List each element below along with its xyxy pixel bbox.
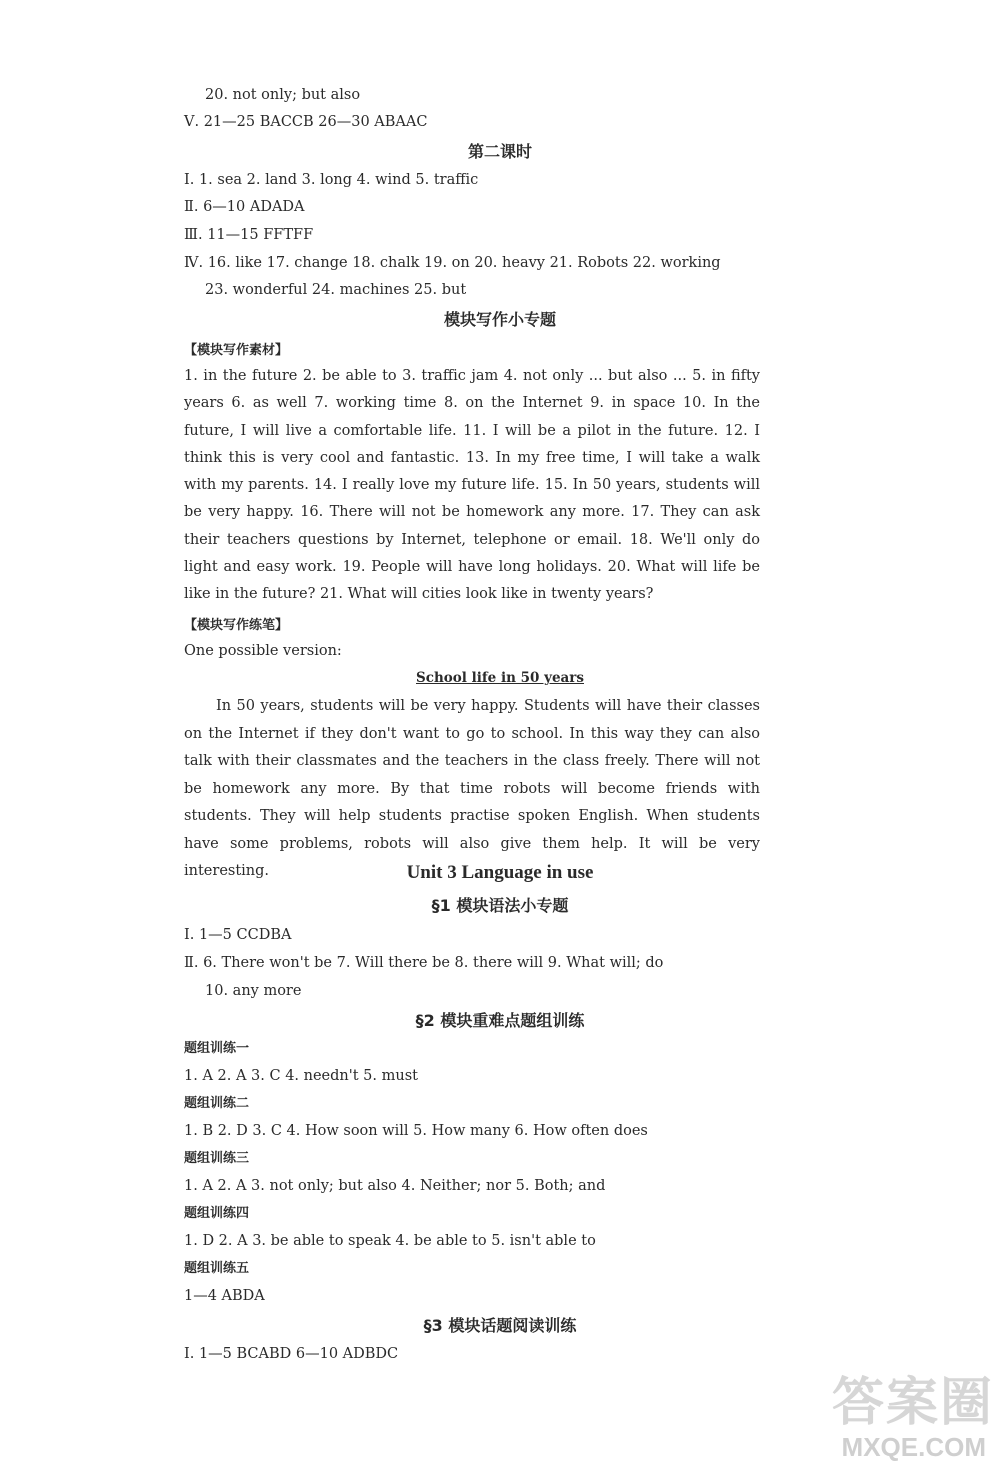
answer-line: 1. A 2. A 3. C 4. needn't 5. must xyxy=(184,1068,418,1084)
subsection-label: 【模块写作练笔】 xyxy=(184,618,289,633)
answer-line: Ⅴ. 21—25 BACCB 26—30 ABAAC xyxy=(184,114,428,130)
answer-line: 1. A 2. A 3. not only; but also 4. Neither; nor 5. Both; and xyxy=(184,1178,606,1194)
answer-line: Ⅳ. 16. like 17. change 18. chalk 19. on 20. heavy 21. Robots 22. working xyxy=(184,255,721,271)
answer-line: 23. wonderful 24. machines 25. but xyxy=(205,282,467,298)
answer-line: 1—4 ABDA xyxy=(184,1288,265,1304)
section-heading: 第二课时 xyxy=(467,142,532,161)
drill-label: 题组训练一 xyxy=(184,1041,250,1056)
essay-paragraph: In 50 years, students will be very happy. Students will have their classes on the Internet if they don't want to go to school. In this way they can also talk with their classmates and the teachers in the class freely. There will not be homework any more. By that time robots will become friends with students. They will help students practise spoken English. When students have some problems, robots will also give them help. It will be very interesting. xyxy=(184,698,760,879)
answer-line: 20. not only; but also xyxy=(205,87,361,103)
writing-material-paragraph: 1. in the future 2. be able to 3. traffic jam 4. not only ... but also ... 5. in fifty years 6. as well 7. working time 8. on the Internet 9. in space 10. In the future, I will live a comfortable life. 11. I will be a pilot in the future. 12. I think this is very cool and fantastic. 13. In my free time, I will take a walk with my parents. 14. I really love my future life. 15. In 50 years, students will be very happy. 16. There will not be homework any more. 17. They can ask their teachers questions by Internet, telephone or email. 18. We'll only do light and easy work. 19. People will have long holidays. 20. What will life be like in the future? 21. What will cities look like in twenty years? xyxy=(184,368,760,603)
version-label: One possible version: xyxy=(184,643,342,659)
answer-line: Ⅰ. 1—5 CCDBA xyxy=(184,927,292,943)
watermark-url: MXQE.COM xyxy=(841,1432,986,1462)
unit-title: Unit 3 Language in use xyxy=(406,862,594,883)
essay-title: School life in 50 years xyxy=(416,670,584,686)
drill-label: 题组训练二 xyxy=(184,1096,250,1111)
watermark xyxy=(810,1361,1000,1471)
section-heading: §1 模块语法小专题 xyxy=(431,896,569,915)
section-heading: 模块写作小专题 xyxy=(443,310,556,329)
answer-line: Ⅱ. 6—10 ADADA xyxy=(184,199,305,215)
answer-line: 1. D 2. A 3. be able to speak 4. be able to 5. isn't able to xyxy=(184,1233,596,1249)
answer-line: Ⅱ. 6. There won't be 7. Will there be 8. there will 9. What will; do xyxy=(184,955,664,971)
answer-line: 10. any more xyxy=(205,983,302,999)
watermark-logo: 答案圈 xyxy=(831,1373,994,1433)
answer-line: Ⅰ. 1. sea 2. land 3. long 4. wind 5. traffic xyxy=(184,172,479,188)
drill-label: 题组训练五 xyxy=(184,1261,250,1276)
section-heading: §3 模块话题阅读训练 xyxy=(423,1316,577,1335)
answer-line: Ⅲ. 11—15 FFTFF xyxy=(184,227,314,243)
drill-label: 题组训练四 xyxy=(184,1206,250,1221)
answer-line: 1. B 2. D 3. C 4. How soon will 5. How many 6. How often does xyxy=(184,1123,648,1139)
section-heading: §2 模块重难点题组训练 xyxy=(415,1011,585,1030)
drill-label: 题组训练三 xyxy=(184,1151,250,1166)
answer-line: Ⅰ. 1—5 BCABD 6—10 ADBDC xyxy=(184,1346,399,1362)
subsection-label: 【模块写作素材】 xyxy=(184,343,289,358)
